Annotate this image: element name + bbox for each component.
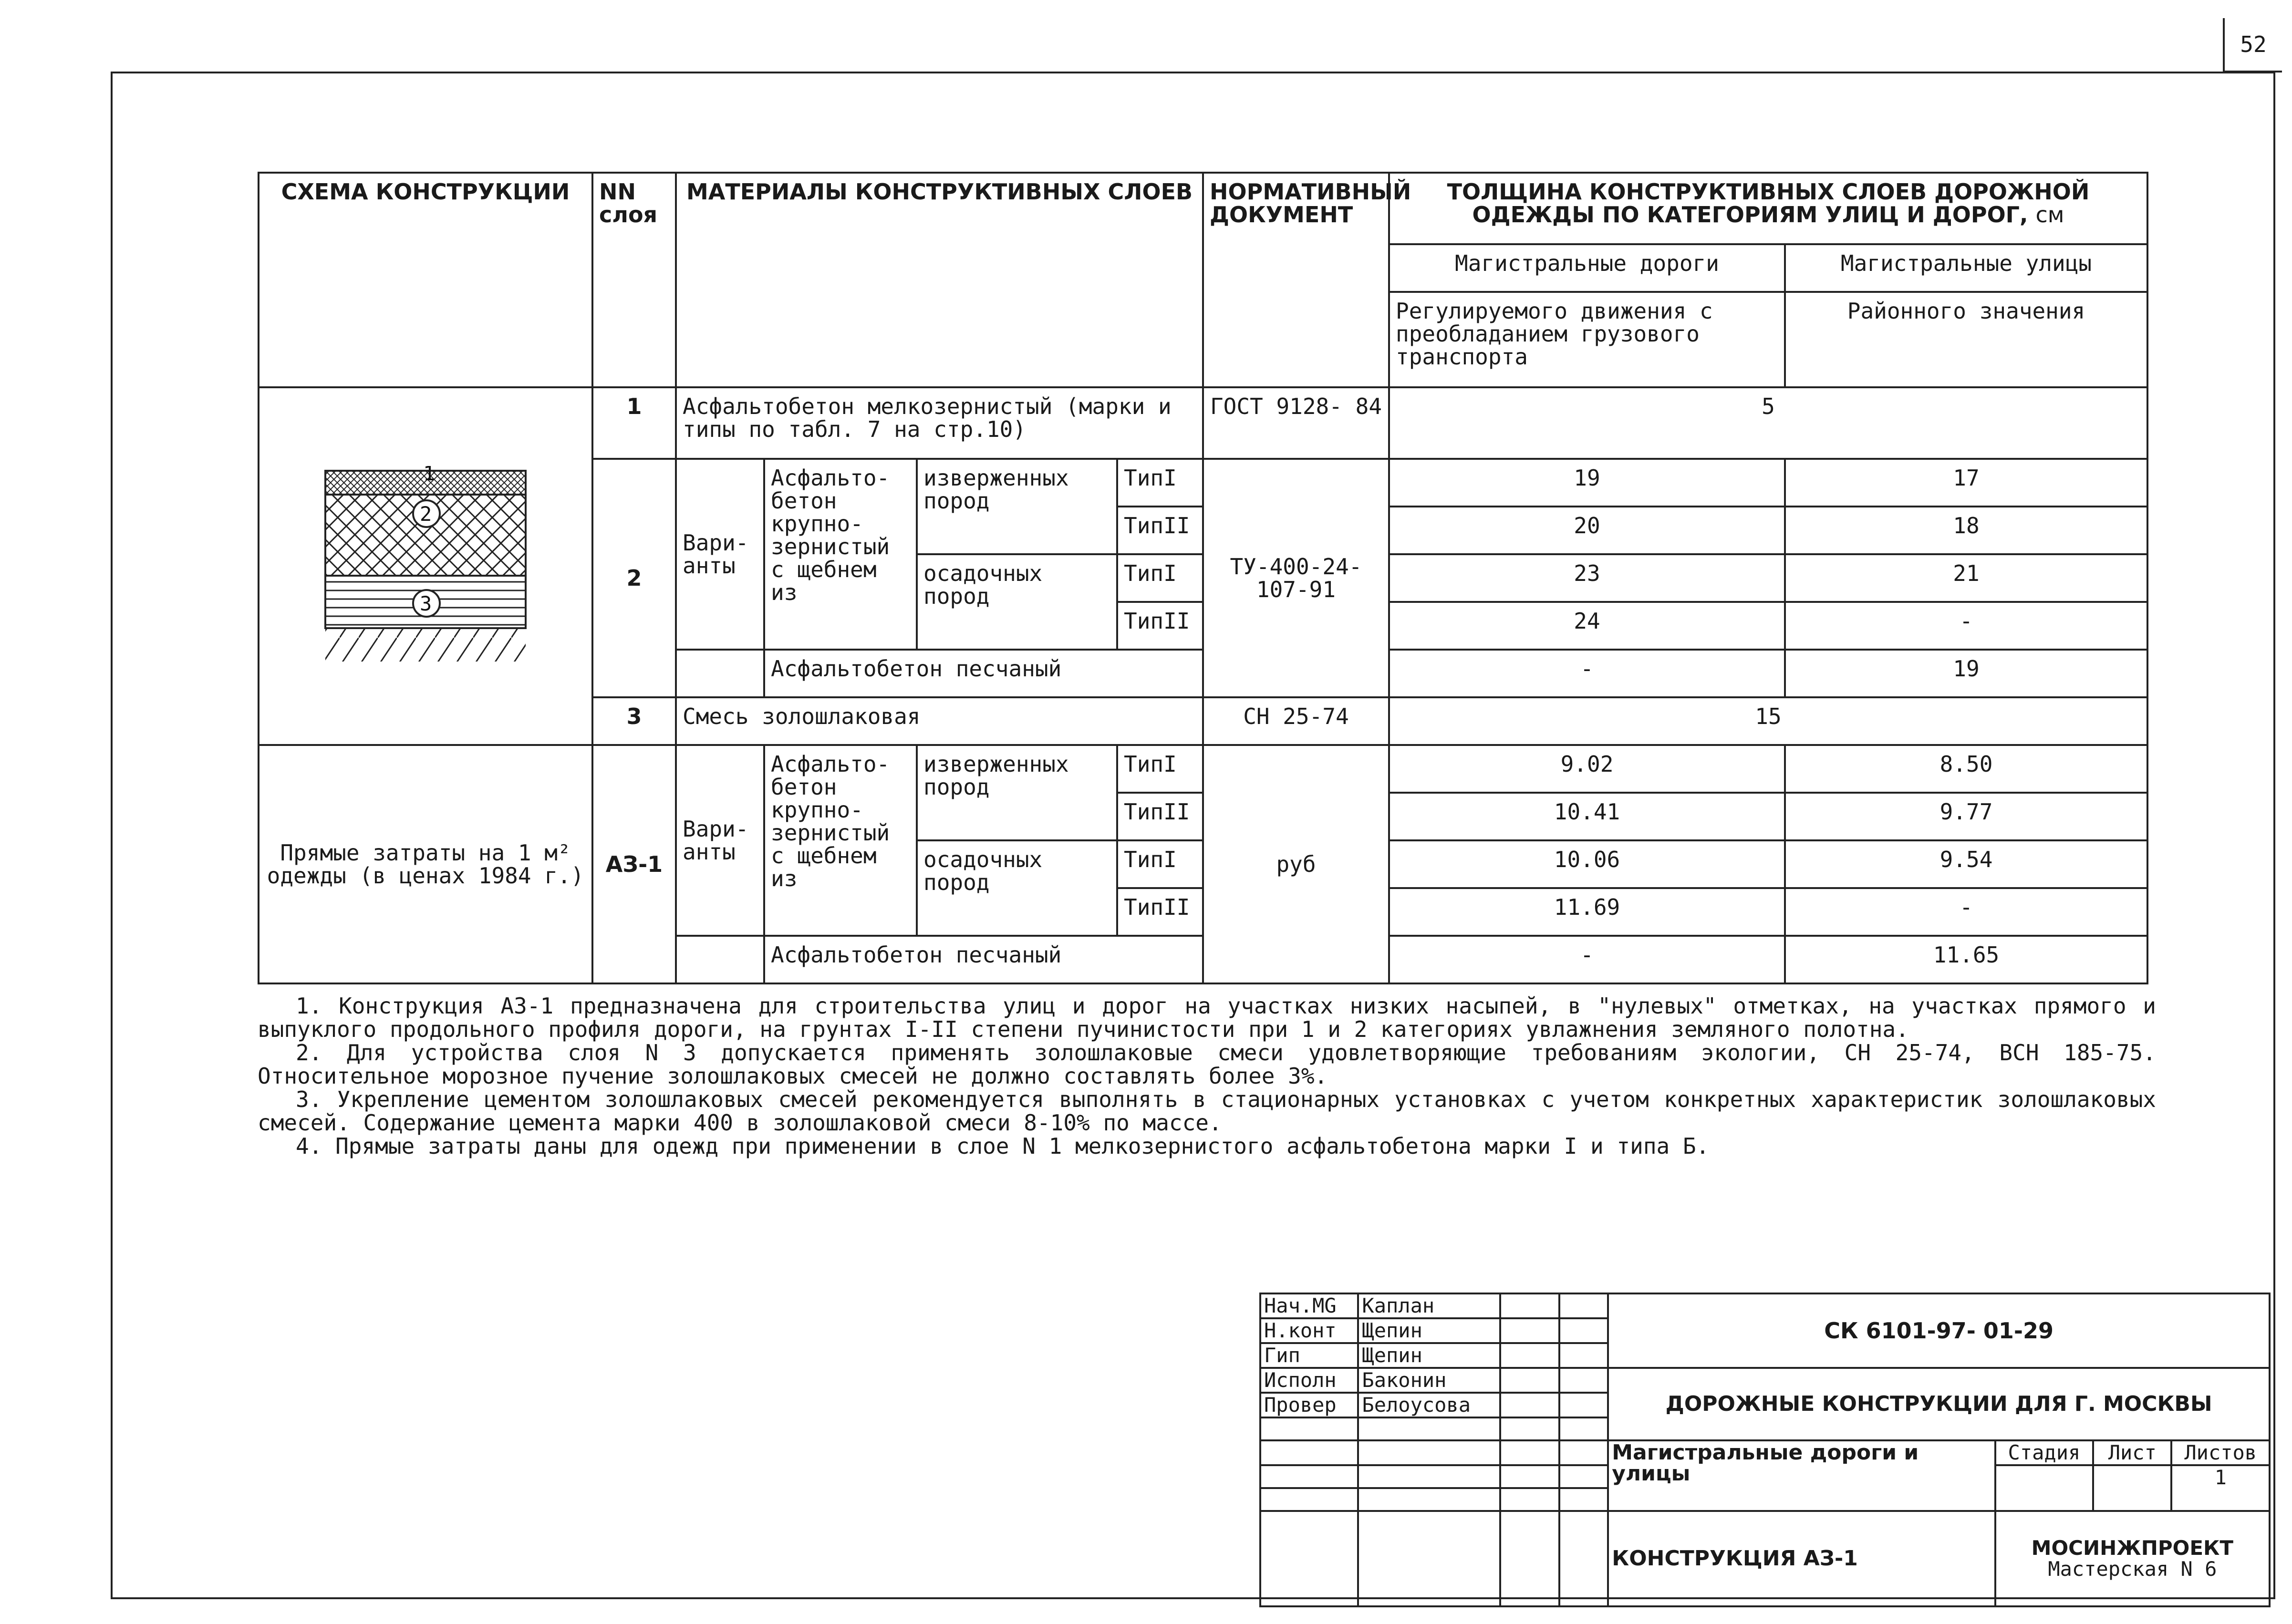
stamp-sheets-value: 1 — [2171, 1465, 2270, 1511]
layer2-col1-value: 19 — [1389, 459, 1785, 507]
costs-label: Прямые затраты на 1 м² одежды (в ценах 1984 г.) — [259, 745, 592, 983]
layer2-no: 2 — [592, 459, 676, 697]
stamp-role: Н.конт — [1260, 1318, 1358, 1343]
layer3-doc: СН 25-74 — [1203, 697, 1389, 745]
layer2-rock-sedimentary: осадочных пород — [917, 554, 1117, 650]
title-block — [1259, 1293, 2271, 1607]
stamp-stage-value — [1995, 1465, 2093, 1511]
stamp-role: Гип — [1260, 1343, 1358, 1368]
layer2-type: ТипI — [1117, 554, 1203, 602]
stamp-signature — [1500, 1318, 1559, 1343]
stamp-stage-header: Стадия — [1995, 1440, 2093, 1465]
note-item: 1. Конструкция АЗ-1 предназначена для строительства улиц и дорог на участках низких насыпей, в "нулевых" отметках, на участках прямого и выпуклого продольного профиля дороги, на грунтах I-II степени пучинистости при 1 и 2 категориях увлажнения земляного полотна. — [258, 993, 2156, 1042]
scheme-label-2: 2 — [420, 502, 432, 526]
costs-type: ТипII — [1117, 793, 1203, 840]
costs-rock-sedimentary: осадочных пород — [917, 840, 1117, 936]
layer2-type: ТипII — [1117, 507, 1203, 554]
stamp-signature — [1500, 1368, 1559, 1393]
costs-type: ТипI — [1117, 840, 1203, 888]
category-main-streets: Магистральные улицы — [1785, 244, 2147, 292]
header-materials: МАТЕРИАЛЫ КОНСТРУКТИВНЫХ СЛОЕВ — [676, 173, 1203, 387]
layer2-col2-value: 18 — [1785, 507, 2147, 554]
stamp-workshop: Мастерская N 6 — [2048, 1557, 2217, 1581]
layer2-base-material: Асфальто- бетон крупно- зернистый с щебнем из — [764, 459, 917, 650]
costs-col2-value: 9.54 — [1785, 840, 2147, 888]
costs-type: ТипII — [1117, 888, 1203, 936]
layer3-no: 3 — [592, 697, 676, 745]
stamp-signature — [1500, 1293, 1559, 1318]
layer1-material: Асфальтобетон мелкозернистый (марки и типы по табл. 7 на стр.10) — [676, 387, 1203, 459]
stamp-sheet-header: Лист — [2093, 1440, 2171, 1465]
stamp-role: Исполн — [1260, 1368, 1358, 1393]
layer2-sand-asphalt: Асфальтобетон песчаный — [764, 650, 1203, 697]
scheme-label-1: 1 — [423, 466, 436, 485]
costs-variants: Вари- анты — [676, 745, 764, 936]
costs-col2-value: 8.50 — [1785, 745, 2147, 793]
stamp-code: СК 6101-97- 01-29 — [1608, 1293, 2270, 1368]
stamp-organization — [1995, 1511, 2270, 1606]
category-main-roads: Магистральные дороги — [1389, 244, 1785, 292]
costs-col2-value: 9.77 — [1785, 793, 2147, 840]
layer3-material: Смесь золошлаковая — [676, 697, 1203, 745]
subcategory-regulated: Регулируемого движения с преобладанием грузового транспорта — [1389, 292, 1785, 387]
layer1-doc: ГОСТ 9128- 84 — [1203, 387, 1389, 459]
stamp-name: Белоусова — [1358, 1393, 1500, 1417]
stamp-name: Щепин — [1358, 1318, 1500, 1343]
costs-sand-col2: 11.65 — [1785, 936, 2147, 983]
note-item: 2. Для устройства слоя N 3 допускается применять золошлаковые смеси удовлетворяющие требованиям экологии, СН 25-74, ВСН 185-75. Относительное морозное пучение золошлаковых смесей не должно составлять более 3%. — [258, 1040, 2156, 1089]
layer3-value: 15 — [1389, 697, 2147, 745]
costs-code: АЗ-1 — [592, 745, 676, 983]
costs-col1-value: 9.02 — [1389, 745, 1785, 793]
costs-col1-value: 11.69 — [1389, 888, 1785, 936]
layer2-col2-value: 21 — [1785, 554, 2147, 602]
layer-scheme-diagram — [321, 466, 530, 666]
construction-table — [258, 172, 2148, 984]
note-item: 3. Укрепление цементом золошлаковых смесей рекомендуется выполнять в стационарных установках с учетом конкретных характеристик золошлаковых смесей. Содержание цемента марки 400 в золошлаковой смеси 8-10% по массе. — [258, 1086, 2156, 1136]
layer2-type: ТипII — [1117, 602, 1203, 650]
costs-base-material: Асфальто- бетон крупно- зернистый с щебнем из — [764, 745, 917, 936]
costs-doc: руб — [1203, 745, 1389, 983]
header-thickness — [1389, 173, 2147, 244]
stamp-role: Провер — [1260, 1393, 1358, 1417]
layer2-col1-value: 20 — [1389, 507, 1785, 554]
costs-sand-col1: - — [1389, 936, 1785, 983]
layer2-rock-igneous: изверженных пород — [917, 459, 1117, 554]
layer2-sand-col1: - — [1389, 650, 1785, 697]
layer2-sand-col2: 19 — [1785, 650, 2147, 697]
stamp-org-name: МОСИНЖПРОЕКТ — [2031, 1536, 2234, 1560]
costs-rock-igneous: изверженных пород — [917, 745, 1117, 840]
layer2-variants: Вари- анты — [676, 459, 764, 650]
layer2-doc: ТУ-400-24- 107-91 — [1203, 459, 1389, 697]
layer2-col1-value: 23 — [1389, 554, 1785, 602]
header-thickness-unit: см — [2035, 202, 2064, 228]
stamp-signature — [1500, 1343, 1559, 1368]
stamp-title: ДОРОЖНЫЕ КОНСТРУКЦИИ ДЛЯ Г. МОСКВЫ — [1608, 1368, 2270, 1440]
stamp-signature — [1500, 1393, 1559, 1417]
layer2-col2-value: - — [1785, 602, 2147, 650]
layer1-value: 5 — [1389, 387, 2147, 459]
notes-block — [258, 994, 2156, 1158]
scheme-label-3: 3 — [420, 592, 432, 615]
stamp-name: Каплан — [1358, 1293, 1500, 1318]
note-item: 4. Прямые затраты даны для одежд при применении в слое N 1 мелкозернистого асфальтобетона марки I и типа Б. — [296, 1133, 1710, 1159]
page-number: 52 — [2223, 18, 2282, 72]
stamp-sheet-value — [2093, 1465, 2171, 1511]
stamp-name: Баконин — [1358, 1368, 1500, 1393]
layer1-no: 1 — [592, 387, 676, 459]
header-thickness-text: ТОЛЩИНА КОНСТРУКТИВНЫХ СЛОЕВ ДОРОЖНОЙ ОДЕЖДЫ ПО КАТЕГОРИЯМ УЛИЦ И ДОРОГ, — [1447, 179, 2090, 228]
stamp-name: Щепин — [1358, 1343, 1500, 1368]
header-layer-no: NN слоя — [592, 173, 676, 387]
costs-col2-value: - — [1785, 888, 2147, 936]
layer2-col2-value: 17 — [1785, 459, 2147, 507]
scheme-subgrade — [325, 628, 526, 662]
header-normative: НОРМАТИВНЫЙ ДОКУМЕНТ — [1203, 173, 1389, 387]
costs-col1-value: 10.06 — [1389, 840, 1785, 888]
layer2-col1-value: 24 — [1389, 602, 1785, 650]
stamp-construction: КОНСТРУКЦИЯ АЗ-1 — [1608, 1511, 1995, 1606]
stamp-sheets-header: Листов — [2171, 1440, 2270, 1465]
stamp-role: Нач.МG — [1260, 1293, 1358, 1318]
layer2-type: ТипI — [1117, 459, 1203, 507]
costs-type: ТипI — [1117, 745, 1203, 793]
costs-sand-asphalt: Асфальтобетон песчаный — [764, 936, 1203, 983]
costs-col1-value: 10.41 — [1389, 793, 1785, 840]
stamp-subject: Магистральные дороги и улицы — [1608, 1440, 1995, 1511]
header-scheme: СХЕМА КОНСТРУКЦИИ — [259, 173, 592, 387]
subcategory-district: Районного значения — [1785, 292, 2147, 387]
scheme-cell — [259, 387, 592, 745]
